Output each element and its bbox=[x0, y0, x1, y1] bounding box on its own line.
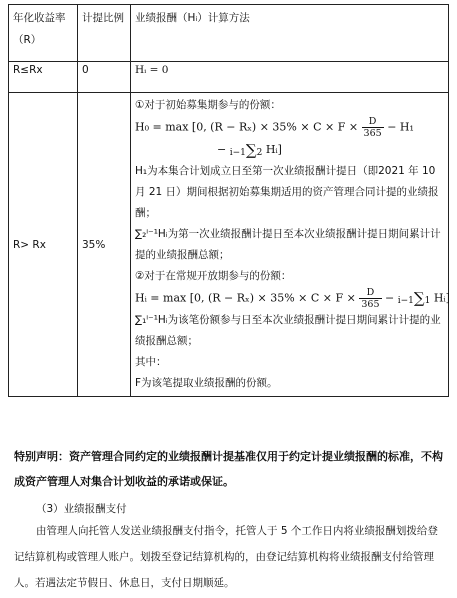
case1-formula bbox=[135, 116, 444, 139]
case2-desc-3: F为该笔提取业绩报酬的份额。 bbox=[135, 377, 278, 389]
case2-frac-den: 365 bbox=[361, 299, 380, 310]
row1-formula: Hᵢ = 0 bbox=[131, 62, 449, 93]
header-calc-method: 业绩报酬（Hᵢ）计算方法 bbox=[131, 5, 449, 62]
table-row bbox=[9, 93, 449, 397]
case2-frac-num: D bbox=[359, 287, 381, 299]
case2-title: ②对于在常规开放期参与的份额： bbox=[135, 270, 292, 282]
header-annual-return: 年化收益率（R） bbox=[9, 5, 78, 62]
special-notice: 特别声明：资产管理合同约定的业绩报酬计提基准仅用于约定计提业绩报酬的标准，不构成资产管理人对集合计划收益的承诺或保证。 bbox=[14, 450, 443, 488]
case1-desc-2: ∑₂ⁱ⁻¹Hᵢ为第一次业绩报酬计提日至本次业绩报酬计提日期间累计计提的业绩报酬总额； bbox=[135, 228, 441, 261]
performance-fee-table bbox=[8, 4, 449, 397]
case1-frac-num: D bbox=[362, 116, 384, 128]
row2-ratio: 35% bbox=[78, 93, 131, 397]
case2-formula: Hᵢ = max [0, (R − Rₓ) × 35% × C × F × $\frac{D}{365}$ − i−1∑1 Hᵢ] bbox=[135, 287, 450, 310]
row1-range: R≤Rx bbox=[9, 62, 78, 93]
table-header-row bbox=[9, 5, 449, 62]
case1-frac-den: 365 bbox=[363, 128, 382, 139]
row2-range: R> Rx bbox=[9, 93, 78, 397]
case1-formula-line2: − i−1∑2 Hᵢ] bbox=[217, 140, 282, 159]
case1-title: ①对于初始募集期参与的份额： bbox=[135, 99, 281, 111]
section-body: 由管理人向托管人发送业绩报酬支付指令，托管人于 5 个工作日内将业绩报酬划拨给登记结算机构或管理人账户。划拨至登记结算机构的，由登记结算机构将业绩报酬支付给管理人。若遇法定节假日、休息日，支付日期顺延。 bbox=[14, 525, 438, 589]
sum-icon: i−1∑2 bbox=[229, 140, 263, 159]
table-row bbox=[9, 62, 449, 93]
case2-desc-1: ∑₁ⁱ⁻¹Hᵢ为该笔份额参与日至本次业绩报酬计提日期间累计计提的业绩报酬总额； bbox=[135, 314, 441, 347]
case2-desc-2: 其中： bbox=[135, 356, 167, 368]
section-heading: （3）业绩报酬支付 bbox=[36, 503, 127, 515]
case1-formula-tail: − H₁ bbox=[387, 120, 414, 134]
header-ratio: 计提比例 bbox=[78, 5, 131, 62]
row2-calc-cell bbox=[131, 93, 449, 397]
case2-fraction bbox=[359, 287, 381, 310]
case2-formula-tail: Hᵢ] bbox=[433, 291, 450, 305]
case1-formula-lhs: H₀ = max [0, (R − Rₓ) × 35% × C × F × bbox=[135, 120, 359, 134]
row1-ratio: 0 bbox=[78, 62, 131, 93]
case2-formula-lhs: Hᵢ = max [0, (R − Rₓ) × 35% × C × F × bbox=[135, 291, 356, 305]
sum-icon: i−1∑1 bbox=[397, 289, 431, 307]
case1-formula-line2-tail: Hᵢ] bbox=[265, 143, 282, 156]
case1-fraction bbox=[362, 116, 384, 139]
case1-desc-1: H₁为本集合计划成立日至第一次业绩报酬计提日（即2021 年 10 月 21 日）期间根据初始募集期适用的资产管理合同计提的业绩报酬； bbox=[135, 165, 439, 219]
